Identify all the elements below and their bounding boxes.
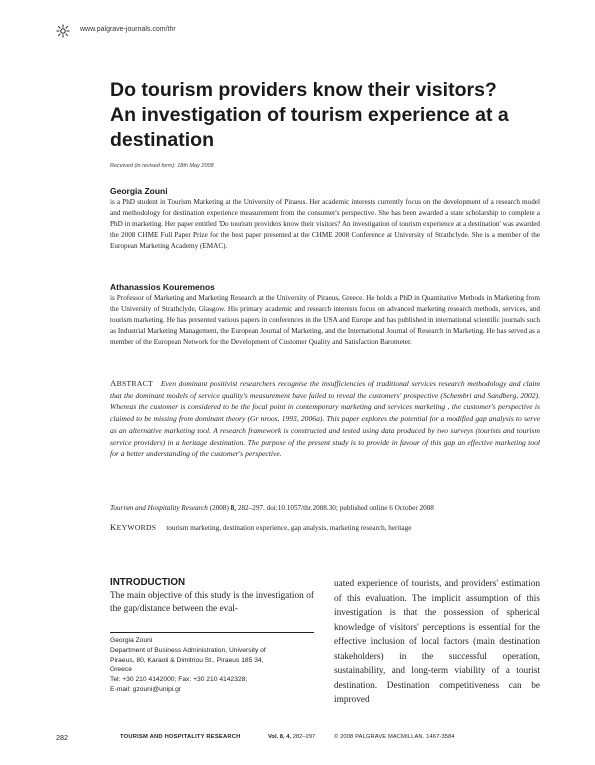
abstract-text: Even dominant positivist researchers recognise the insufficiencies of traditional services research methodology and claim that the dominant models of service quality's measurement have failed to reveal the customers' prospective (Schembri and Sandberg, 2002). Whereas the customer is considered to be the focal point in contemporary marketing and services marketing , the customer's perspective is claimed to be missing from dominant theory (Gr nroos, 1993, 2006a). This paper explores the potential for a modified gap analysis to serve as an alternative marketing tool. A research framework is constructed and tested using data produced by two surveys (tourists and tourism service providers) in a heritage destination. The purpose of the present study is to provide in favour of this gap an effective marketing tool for a better understanding of the customer's perspective. xyxy=(110,379,541,459)
title-line: destination xyxy=(110,129,215,151)
intro-text-right: uated experience of tourists, and providers' estimation of this evaluation. The implicit assumption of this investigation is that the possession of spherical knowledge of visitors' perceptions is essential for the effective inclusion of local factors (main destination stakeholders) in the successful operation, sustainability, and long-term viability of a tourist destination. Destination competitiveness can be improved xyxy=(334,579,540,705)
starburst-icon xyxy=(56,24,70,38)
citation-volume: 8, xyxy=(230,504,237,512)
keywords-text: tourism marketing, destination experience, gap analysis, marketing research, heritage xyxy=(166,524,412,532)
page-number: 282 xyxy=(56,733,68,742)
keywords-label: KEYWORDS xyxy=(110,522,157,532)
correspondence-footnote xyxy=(110,636,320,695)
section-heading: INTRODUCTION xyxy=(110,577,186,588)
citation-details: 282–297. doi:10.1057/thr.2008.30; published online 6 October 2008 xyxy=(236,504,434,512)
footer-copyright: © 2008 PALGRAVE MACMILLAN. 1467-3584 xyxy=(334,734,455,740)
abstract-label: ABSTRACT xyxy=(110,378,153,388)
footnote-line: Tel: +30 210 4142000; Fax: +30 210 4142328; xyxy=(110,676,248,684)
title-line: An investigation of tourism experience at a xyxy=(110,104,509,126)
footnote-divider xyxy=(110,632,314,633)
author-name: Georgia Zouni xyxy=(110,186,168,196)
intro-text-left: The main objective of this study is the investigation of the gap/distance between the eval- xyxy=(110,591,314,614)
article-title xyxy=(110,78,550,153)
keywords xyxy=(110,522,550,533)
author-bio: is Professor of Marketing and Marketing Research at the University of Piraeus, Greece. He holds a PhD in Quantitative Methods in Marketing from the University of Strathclyde, Glasgow. His primary academic and research interests focus on advanced marketing research methods, services, and tourism marketing. He has presented various papers in conferences in the USA and Europe and has published in international scientific journals such as Industrial Marketing Management, the European Journal of Marketing, and the International Journal of Research in Marketing. He has served as a member of the European Network for the Development of Customer Quality and Satisfaction Barometer. xyxy=(110,294,540,347)
footer-journal-name: TOURISM AND HOSPITALITY RESEARCH xyxy=(120,734,241,740)
author-name: Athanassios Kouremenos xyxy=(110,282,215,292)
citation: Tourism and Hospitality Research (2008) 8, 282–297. doi:10.1057/thr.2008.30; published online 6 October 2008 xyxy=(110,504,434,512)
author-bio: is a PhD student in Tourism Marketing at the University of Piraeus. Her academic interests currently focus on the development of a research model and methodology for destination experience measurement from the consumer's perspective. She has been awarded a state scholarship to complete a PhD in marketing. Her paper entitled 'Do tourism providers know their visitors? An investigation of tourism experience at a destination' was awarded the 2008 CHME Full Paper Prize for the best paper presented at the CHME 2008 Conference at University of Strathclyde. She is a member of the European Marketing Academy (EMAC). xyxy=(110,198,540,251)
footnote-email[interactable]: E-mail: gzouni@unipi.gr xyxy=(110,685,182,693)
footer-volume: Vol. 8, 4, 282–297 xyxy=(268,734,316,740)
received-date: Received (in revised form): 18th May 2008 xyxy=(110,163,214,169)
footnote-line: Piraeus, 80, Karaoli & Dimitriou St., Piraeus 185 34, xyxy=(110,656,264,664)
title-line: Do tourism providers know their visitors? xyxy=(110,79,497,101)
footnote-line: Greece xyxy=(110,666,132,674)
footnote-line: Georgia Zouni xyxy=(110,637,153,644)
journal-url[interactable]: www.palgrave-journals.com/thr xyxy=(80,26,176,33)
abstract xyxy=(110,378,540,460)
footnote-line: Department of Business Administration, University of xyxy=(110,646,266,654)
citation-journal: Tourism and Hospitality Research xyxy=(110,504,208,512)
